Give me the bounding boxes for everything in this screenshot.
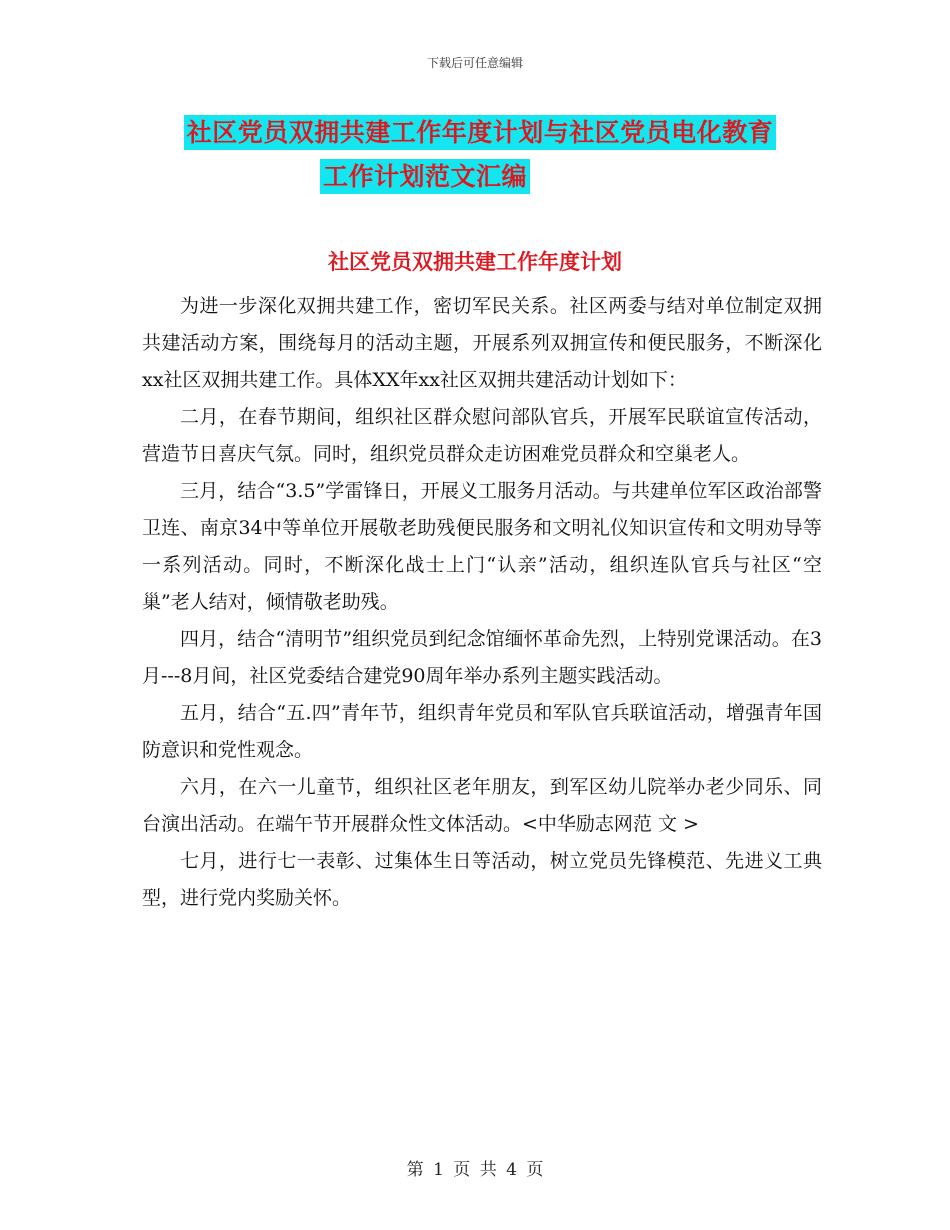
paragraph-march: 三月，结合“3.5”学雷锋日，开展义工服务月活动。与共建单位军区政治部警卫连、南京34中等单位开展敬老助残便民服务和文明礼仪知识宣传和文明劝导等一系列活动。同时，不断深化战士上门“认亲”活动，组织连队官兵与社区“空巢”老人结对，倾情敬老助残。 xyxy=(142,480,822,613)
page-number: 第 1 页 共 4 页 xyxy=(406,1160,544,1180)
paragraph-may: 五月，结合“五.四”青年节，组织青年党员和军队官兵联谊活动，增强青年国防意识和党性观念。 xyxy=(142,702,822,761)
document-body xyxy=(142,288,822,917)
document-title-text-1: 社区党员双拥共建工作年度计划与社区党员电化教育 xyxy=(184,115,777,150)
paragraph-june: 六月，在六一儿童节，组织社区老年朋友，到军区幼儿院举办老少同乐、同台演出活动。在端午节开展群众性文体活动。<中华励志网范 文 > xyxy=(142,776,822,835)
document-title-line-2 xyxy=(135,157,715,193)
paragraph-july: 七月，进行七一表彰、过集体生日等活动，树立党员先锋模范、先进义工典型，进行党内奖励关怀。 xyxy=(142,850,822,909)
paragraph-february: 二月，在春节期间，组织社区群众慰问部队官兵，开展军民联谊宣传活动，营造节日喜庆气氛。同时，组织党员群众走访困难党员群众和空巢老人。 xyxy=(142,406,822,465)
section-title: 社区党员双拥共建工作年度计划 xyxy=(328,250,622,274)
document-title-text-2: 工作计划范文汇编 xyxy=(320,159,530,194)
document-title-line-1 xyxy=(130,113,830,149)
header-note: 下载后可任意编辑 xyxy=(426,56,523,70)
paragraph-intro: 为进一步深化双拥共建工作，密切军民关系。社区两委与结对单位制定双拥共建活动方案，围绕每月的活动主题，开展系列双拥宣传和便民服务，不断深化xx社区双拥共建工作。具体XX年xx社区双拥共建活动计划如下： xyxy=(142,295,822,391)
paragraph-april: 四月，结合“清明节”组织党员到纪念馆缅怀革命先烈，上特别党课活动。在3月---8月间，社区党委结合建党90周年举办系列主题实践活动。 xyxy=(142,628,822,687)
